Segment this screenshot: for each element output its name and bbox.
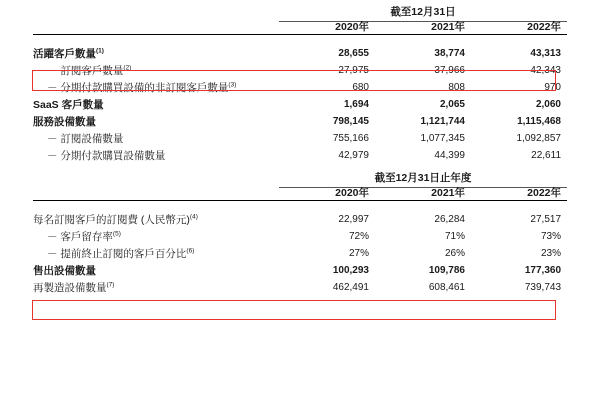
row-value-2022: 1,092,857 — [516, 133, 561, 144]
row-label-footnote: (5) — [112, 230, 121, 237]
year-header-2020: 2020年 — [335, 186, 369, 199]
year-header-2021: 2021年 — [431, 186, 465, 199]
row-label-text: － 提前終止訂閱的客戶百分比 — [47, 247, 187, 260]
table-row — [33, 225, 567, 242]
row-label-text: － 分期付款購買設備數量 — [47, 149, 166, 162]
table-row — [33, 59, 567, 76]
row-label-text: 售出設備數量 — [33, 264, 96, 277]
row-label — [33, 42, 279, 59]
row-label-text: － 客戶留存率 — [47, 230, 113, 243]
table-row — [33, 144, 567, 161]
row-label-text: 服務設備數量 — [33, 115, 96, 128]
header-group-label-1: 截至12月31日 — [390, 6, 456, 18]
row-label-footnote: (6) — [186, 247, 195, 254]
row-label — [33, 225, 279, 242]
year-header-2021: 2021年 — [431, 20, 465, 33]
row-value-2021: 2,065 — [439, 99, 465, 110]
row-value-2022: 43,313 — [530, 48, 561, 59]
row-value-2020: 100,293 — [332, 265, 369, 276]
row-value-2021: 109,786 — [428, 265, 465, 276]
row-label-text: － 分期付款購買設備的非訂閱客戶數量 — [47, 81, 229, 94]
row-label-text: － 訂閱設備數量 — [47, 132, 124, 145]
year-header-2022: 2022年 — [527, 20, 561, 33]
row-label-text: 每名訂閱客戶的訂閱費 (人民幣元) — [33, 213, 190, 226]
row-label — [33, 144, 279, 161]
highlight-box-retention-rate — [32, 300, 556, 320]
row-value-2020: 28,655 — [338, 48, 369, 59]
row-label — [33, 59, 279, 76]
row-label-text: SaaS 客戶數量 — [33, 98, 104, 111]
row-value-2022: 970 — [544, 82, 561, 93]
row-label — [33, 127, 279, 144]
row-value-2020: 42,979 — [338, 150, 369, 161]
row-label-footnote: (7) — [106, 281, 115, 288]
row-label — [33, 242, 279, 259]
table-row — [33, 93, 567, 110]
row-value-2020: 72% — [348, 231, 369, 242]
header-group-row-1 — [33, 7, 567, 21]
row-label — [33, 259, 279, 276]
row-label-text: － 訂閱客戶數量 — [47, 64, 124, 77]
row-value-2020: 22,997 — [338, 214, 369, 225]
table-row — [33, 208, 567, 225]
row-value-2022: 1,115,468 — [517, 116, 561, 127]
row-value-2021: 808 — [448, 82, 465, 93]
row-value-2022: 22,611 — [531, 150, 561, 161]
row-value-2020: 27% — [348, 248, 369, 259]
row-label-text: 活躍客戶數量 — [33, 47, 96, 60]
row-label-text: 再製造設備數量 — [33, 281, 107, 294]
table-row — [33, 110, 567, 127]
year-header-2020: 2020年 — [335, 20, 369, 33]
row-value-2020: 755,166 — [332, 133, 369, 144]
row-value-2021: 38,774 — [434, 48, 465, 59]
row-value-2022: 739,743 — [524, 282, 562, 293]
row-value-2022: 73% — [541, 231, 562, 242]
table-as-of-dec31 — [33, 0, 567, 173]
row-value-2021: 1,077,345 — [420, 133, 465, 144]
row-label-footnote: (2) — [123, 64, 132, 71]
row-value-2021: 44,399 — [434, 150, 465, 161]
row-value-2022: 27,517 — [530, 214, 562, 225]
table-row — [33, 259, 567, 276]
row-value-2020: 680 — [352, 82, 369, 93]
row-label — [33, 93, 279, 110]
row-value-2022: 2,060 — [535, 99, 561, 110]
row-label-footnote: (3) — [228, 81, 237, 88]
row-label-footnote: (1) — [96, 47, 104, 54]
header-group-row-2 — [33, 173, 567, 187]
table-row — [33, 76, 567, 93]
row-value-2021: 1,121,744 — [420, 116, 465, 127]
table-for-year-ended-dec31 — [33, 173, 567, 293]
row-value-2020: 462,491 — [332, 282, 369, 293]
row-label — [33, 276, 279, 293]
row-value-2021: 26% — [444, 248, 465, 259]
table-row — [33, 242, 567, 259]
header-group-label-2: 截至12月31日止年度 — [374, 172, 472, 184]
header-year-row-2 — [33, 188, 567, 201]
row-value-2022: 23% — [541, 248, 562, 259]
row-value-2020: 1,694 — [343, 99, 369, 110]
row-value-2020: 27,975 — [338, 65, 369, 76]
row-value-2021: 37,966 — [434, 65, 465, 76]
row-value-2020: 798,145 — [332, 116, 369, 127]
row-value-2021: 608,461 — [428, 282, 465, 293]
row-label — [33, 208, 279, 225]
row-value-2021: 71% — [444, 231, 465, 242]
row-label — [33, 76, 279, 93]
row-value-2021: 26,284 — [434, 214, 465, 225]
row-value-2022: 42,343 — [530, 65, 561, 76]
row-label-footnote: (4) — [189, 213, 198, 220]
table-row — [33, 42, 567, 59]
header-year-row-1 — [33, 22, 567, 35]
year-header-2022: 2022年 — [527, 186, 562, 199]
row-value-2022: 177,360 — [524, 265, 562, 276]
table-row — [33, 276, 567, 293]
table-row — [33, 127, 567, 144]
row-label — [33, 110, 279, 127]
